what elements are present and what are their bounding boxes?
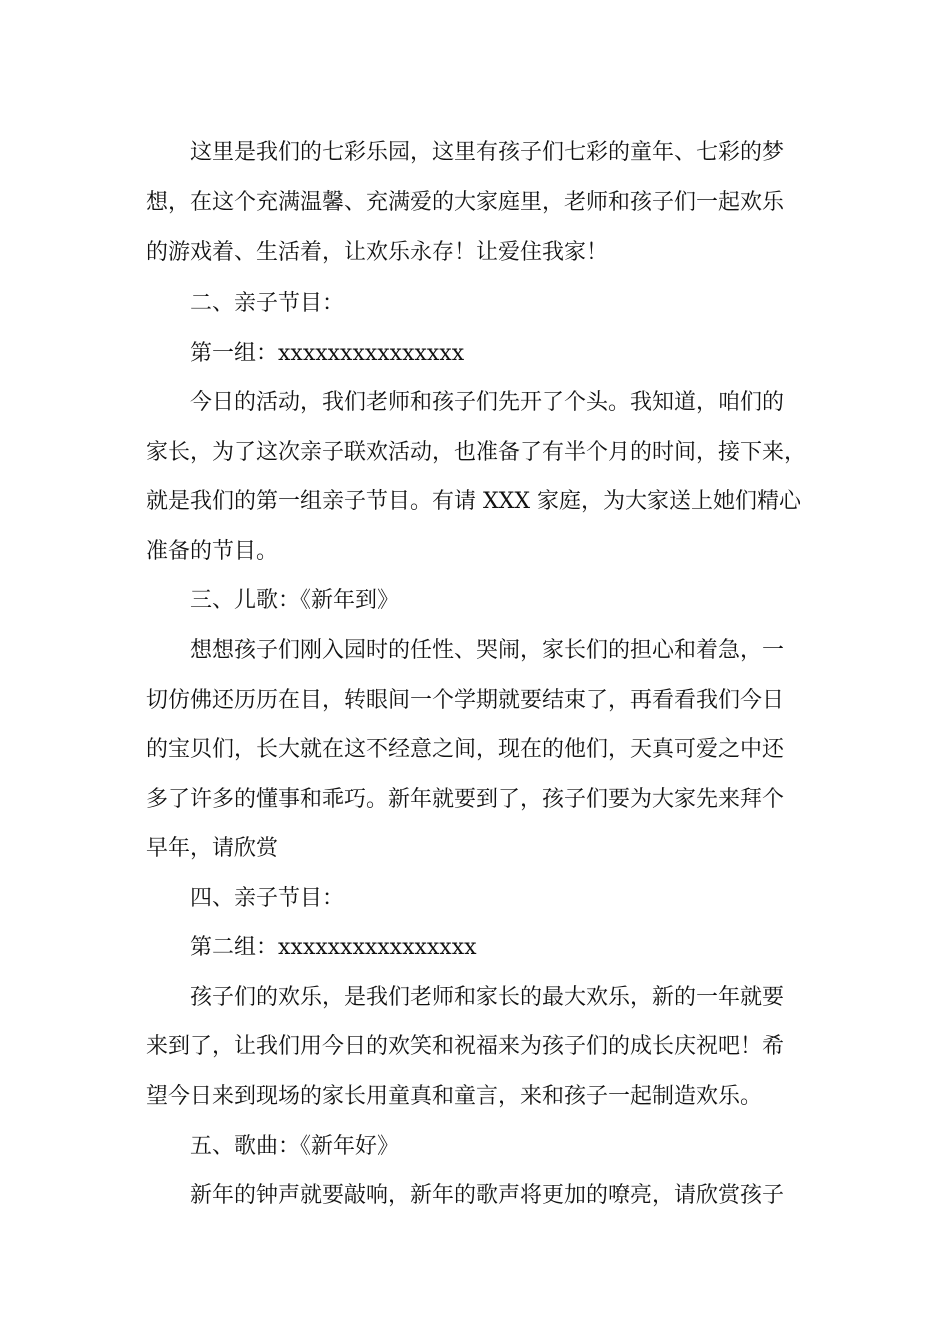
paragraph-line: 新年的钟声就要敲响，新年的歌声将更加的嘹亮，请欣赏孩子 <box>190 1183 785 1208</box>
paragraph-line: 想，在这个充满温馨、充满爱的大家庭里，老师和孩子们一起欢乐 <box>146 190 785 215</box>
paragraph-line: 的游戏着、生活着，让欢乐永存！让爱住我家！ <box>146 240 609 265</box>
paragraph-line: 今日的活动，我们老师和孩子们先开了个头。我知道，咱们的 <box>190 390 785 415</box>
paragraph-line: 家长，为了这次亲子联欢活动，也准备了有半个月的时间，接下来， <box>146 440 807 465</box>
paragraph-line: 切仿佛还历历在目，转眼间一个学期就要结束了，再看看我们今日 <box>146 688 785 713</box>
section-heading: 三、儿歌：《新年到》 <box>190 588 400 613</box>
paragraph-line: 多了许多的懂事和乖巧。新年就要到了，孩子们要为大家先来拜个 <box>146 787 785 812</box>
paragraph-line: 想想孩子们刚入园时的任性、哭闹，家长们的担心和着急，一 <box>190 638 785 663</box>
paragraph-line: 的宝贝们，长大就在这不经意之间，现在的他们，天真可爱之中还 <box>146 737 785 762</box>
paragraph-line: 望今日来到现场的家长用童真和童言，来和孩子一起制造欢乐。 <box>146 1084 763 1109</box>
paragraph-line: 孩子们的欢乐，是我们老师和家长的最大欢乐，新的一年就要 <box>190 985 785 1010</box>
section-heading: 五、歌曲：《新年好》 <box>190 1134 400 1159</box>
paragraph-line: 就是我们的第一组亲子节目。有请 XXX 家庭，为大家送上她们精心 <box>146 489 801 514</box>
group-label: 第一组：xxxxxxxxxxxxxxx <box>190 341 465 366</box>
section-heading: 二、亲子节目： <box>190 291 345 316</box>
paragraph-line: 准备的节目。 <box>146 539 279 564</box>
paragraph-line: 来到了，让我们用今日的欢笑和祝福来为孩子们的成长庆祝吧！希 <box>146 1034 785 1059</box>
paragraph-line: 早年，请欣赏 <box>146 836 279 861</box>
section-heading: 四、亲子节目： <box>190 886 345 911</box>
group-label: 第二组：xxxxxxxxxxxxxxxx <box>190 935 477 960</box>
paragraph-line: 这里是我们的七彩乐园，这里有孩子们七彩的童年、七彩的梦 <box>190 140 785 165</box>
